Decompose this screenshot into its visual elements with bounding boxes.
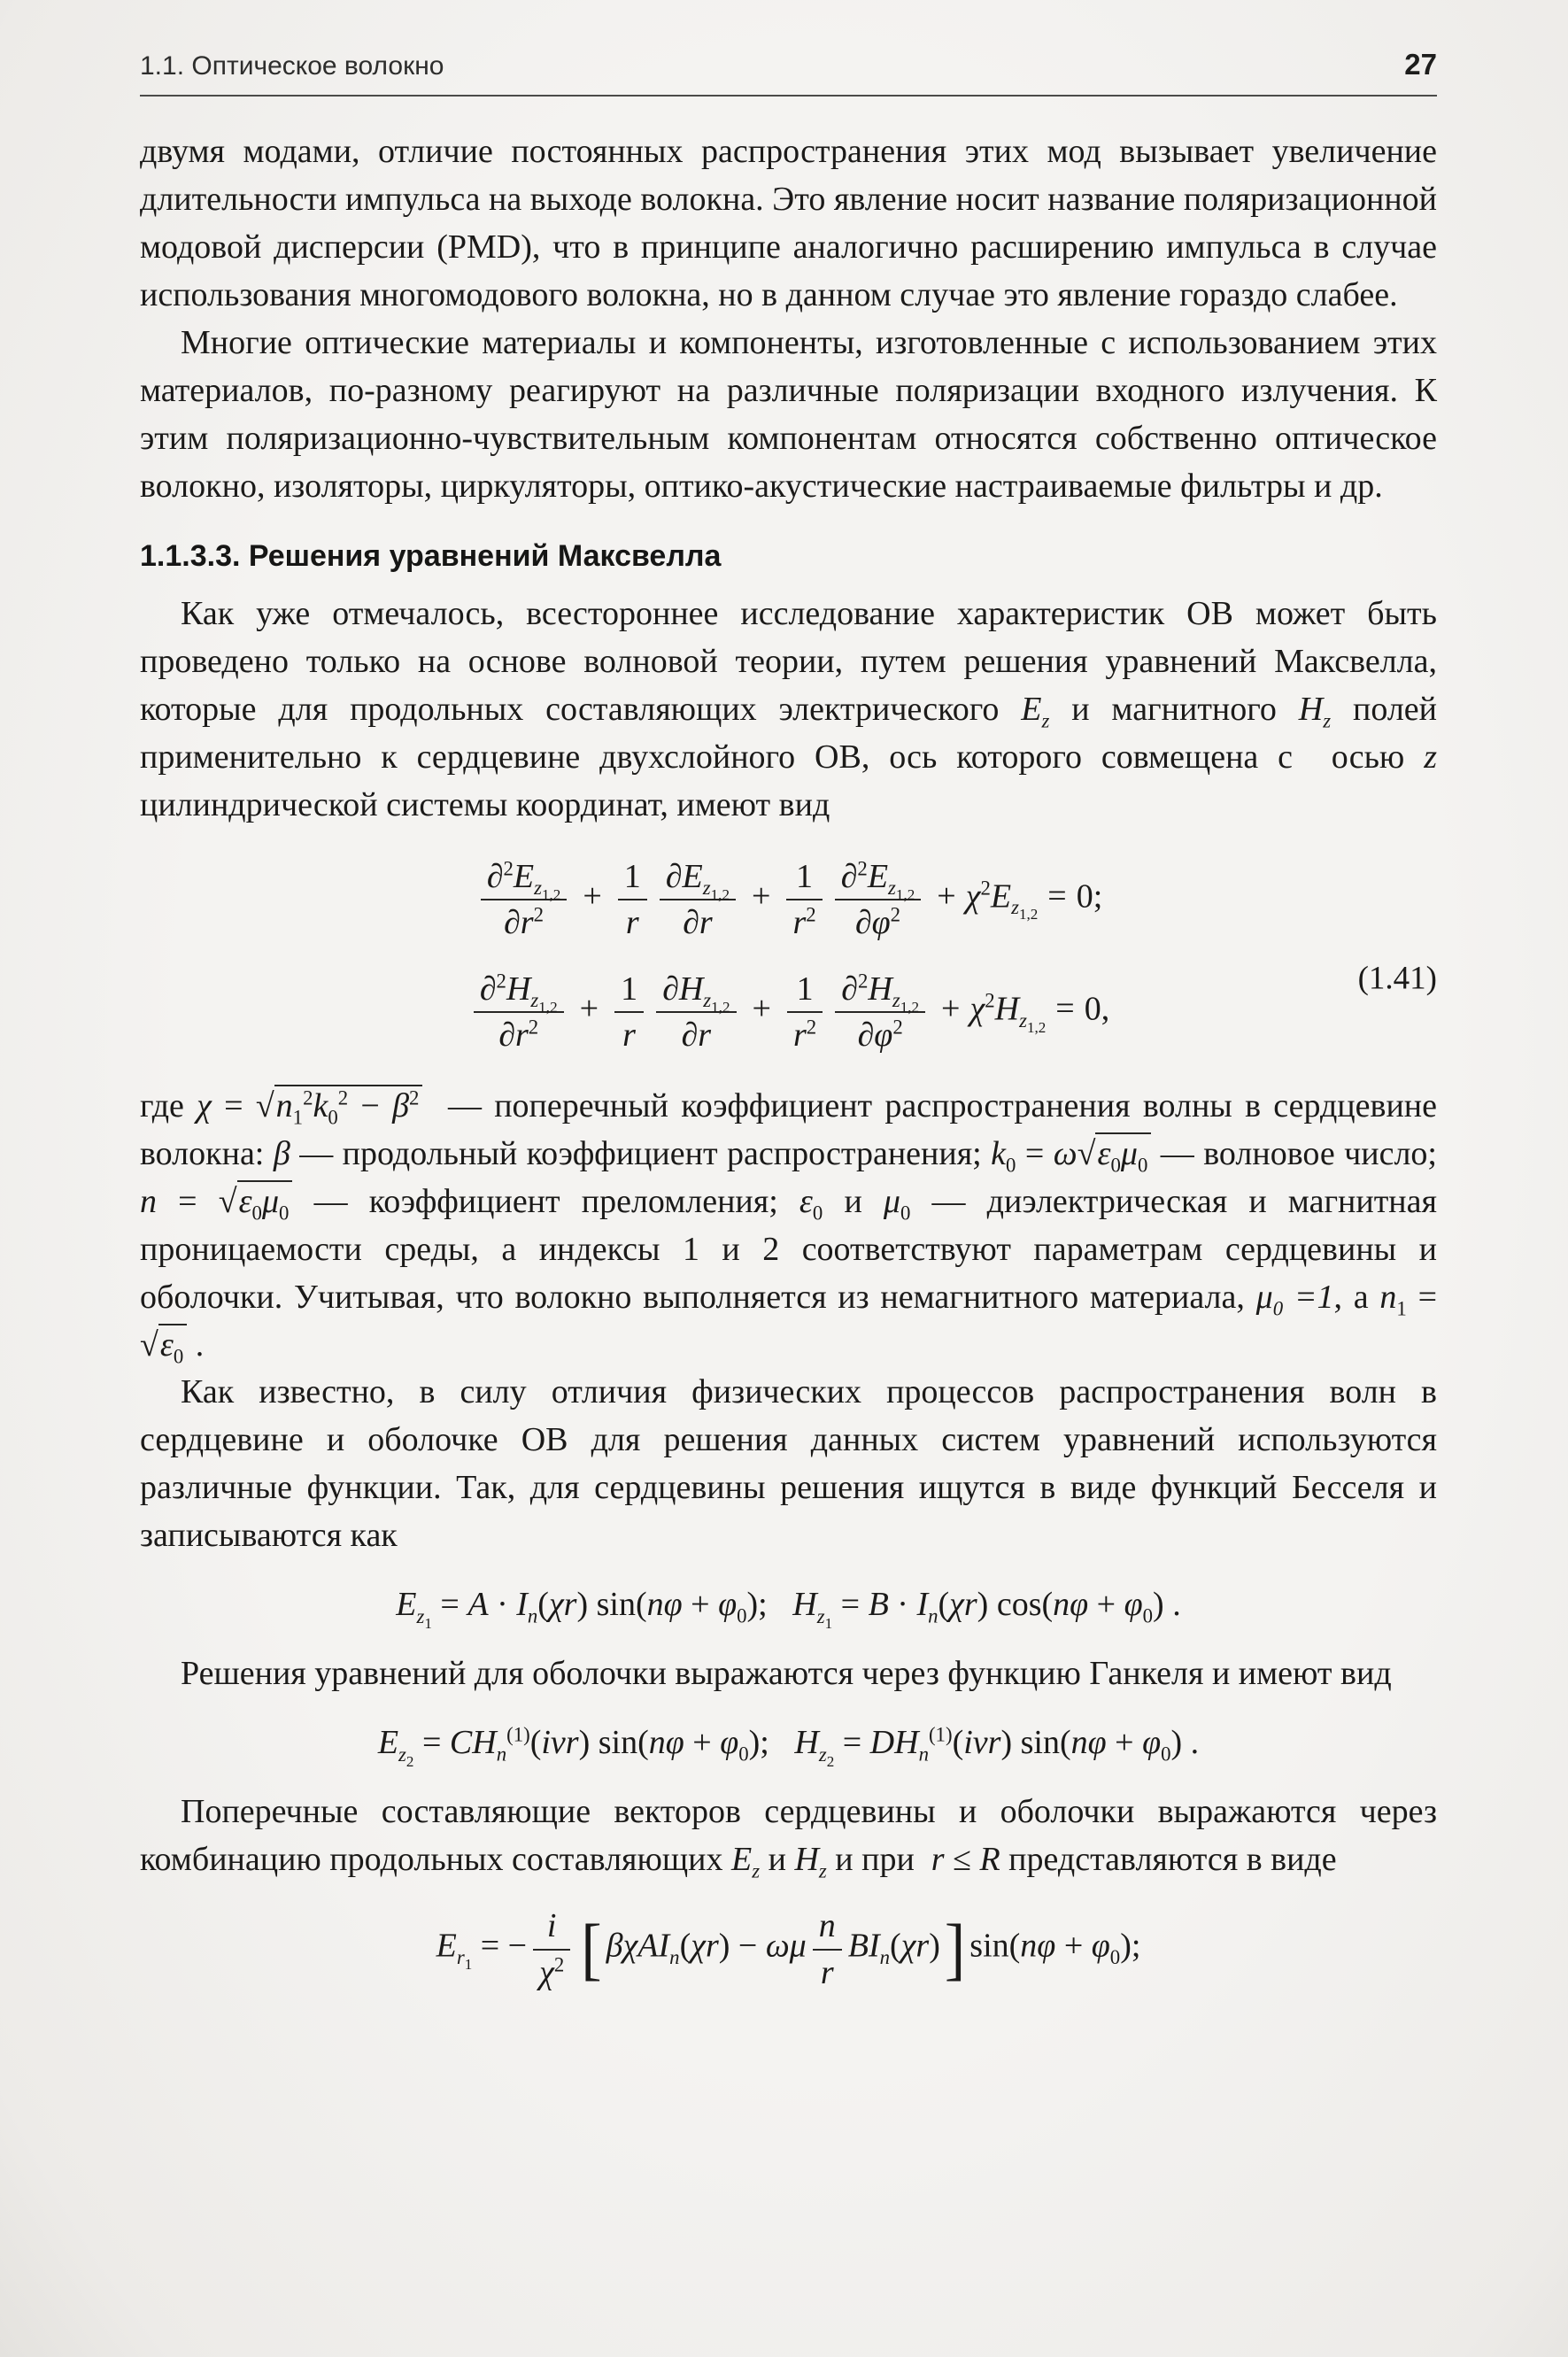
paragraph-maxwell-intro: Как уже отмечалось, всестороннее исследование характеристик ОВ может быть проведено только на основе волновой теории, путем решения уравнений Максвелла, которые для продольных составляющих электрического $E_z$ и магнитного $H_z$ полей применительно к сердцевине двухслойного ОВ, ось которого совмещена с осью z цилиндрической системы координат, имеют вид <box>140 594 1438 823</box>
paragraph-materials: Многие оптические материалы и компоненты, изготовленные с использованием этих материалов, по-разному реагируют на различные поляризации входного излучения. К этим поляризационно-чувствительным компонентам относятся собственно оптическое волокно, изоляторы, циркуляторы, оптико-акустические настраиваемые фильтры и др. <box>140 323 1437 505</box>
paragraph-hankel-intro: Решения уравнений для оболочки выражаются через функцию Ганкеля и имеют вид <box>181 1655 1392 1693</box>
equation-1-41 <box>140 856 1437 1055</box>
equation-number: (1.41) <box>1357 960 1437 997</box>
equation-line-e: $\frac{\partial^2E_{z_{1,2}}}{\partial r^2}$ + $\frac{1}{r}$ $\frac{\partial E_{z_{1,2}}}{\partial r}$ + $\frac{1}{r^2}$ $\frac{\partial^2E_{z_{1,2}}}{\partial\varphi^2}$ + $\chi^2E_{z_{1,2}}= 0$; <box>475 856 1103 942</box>
page-header <box>140 44 1437 97</box>
equation-1-41-lines <box>140 856 1437 1055</box>
page-content <box>140 128 1437 1991</box>
paragraph-bessel-intro: Как известно, в силу отличия физических процессов распространения волн в сердцевине и оболочке ОВ для решения данных систем уравнений используются различные функции. Так, для сердцевины решения ищутся в виде функций Бесселя и записываются как <box>140 1373 1437 1555</box>
paragraph-coefficients: где $\chi = √n_1^2k_0^2 - \beta^2$ — поперечный коэффициент распространения волны в сердцевине волокна: β — продольный коэффициент распространения; $k_0 = \omega√\varepsilon_0\mu_0$ — волновое число; $n = √\varepsilon_0\mu_0$ — коэффициент преломления; $\varepsilon_0$ и $\mu_0$ — диэлектрическая и магнитная проницаемости среды, а индексы 1 и 2 соответствуют параметрам сердцевины и оболочки. Учитывая, что волокно выполняется из немагнитного материала, $\mu_0 =1$, а $n_1 = √\varepsilon_0$ . <box>140 1083 1437 1370</box>
equation-hankel: $E_{z_2} = CH_n^{(1)}(ivr) \sin(n\varphi + \varphi_0)$; $H_{z_2} = DH_n^{(1)}(ivr) \sin(n\varphi + \varphi_0)$ . <box>377 1723 1200 1770</box>
equation-bessel: $E_{z_1} = A \cdot I_n(\chi r) \sin(n\varphi + \varphi_0)$; $H_{z_1} = B \cdot I_n(\chi r) \cos(n\varphi + \varphi_0)$ . <box>396 1586 1181 1632</box>
paragraph-transverse-intro: Поперечные составляющие векторов сердцевины и оболочки выражаются через комбинацию продольных составляющих $E_z$ и $H_z$ и при r ≤ R представляются в виде <box>140 1793 1437 1882</box>
section-heading: 1.1.3.3. Решения уравнений Максвелла <box>140 539 722 574</box>
page-number: 27 <box>1404 48 1437 81</box>
paragraph-pmd: двумя модами, отличие постоянных распространения этих мод вызывает увеличение длительности импульса на выходе волокна. Это явление носит название поляризационной модовой дисперсии (PMD), что в принципе аналогично расширению импульса в случае использования многомодового волокна, но в данном случае это явление гораздо слабее. <box>140 132 1437 313</box>
equation-line-h: $\frac{\partial^2H_{z_{1,2}}}{\partial r^2}$ + $\frac{1}{r}$ $\frac{\partial H_{z_{1,2}}}{\partial r}$ + $\frac{1}{r^2}$ $\frac{\partial^2H_{z_{1,2}}}{\partial\varphi^2}$ + $\chi^2H_{z_{1,2}}= 0$, <box>467 969 1109 1055</box>
running-title: 1.1. Оптическое волокно <box>140 51 444 81</box>
equation-transverse: $E_{r_1}$ = − $\frac{i}{\chi^2}$ [ βχAI$_n$(χr) − ωμ $\frac{n}{r}$ $BI_n(\chi r)$] $\sin(n\varphi + \varphi_0)$; <box>436 1907 1141 1991</box>
